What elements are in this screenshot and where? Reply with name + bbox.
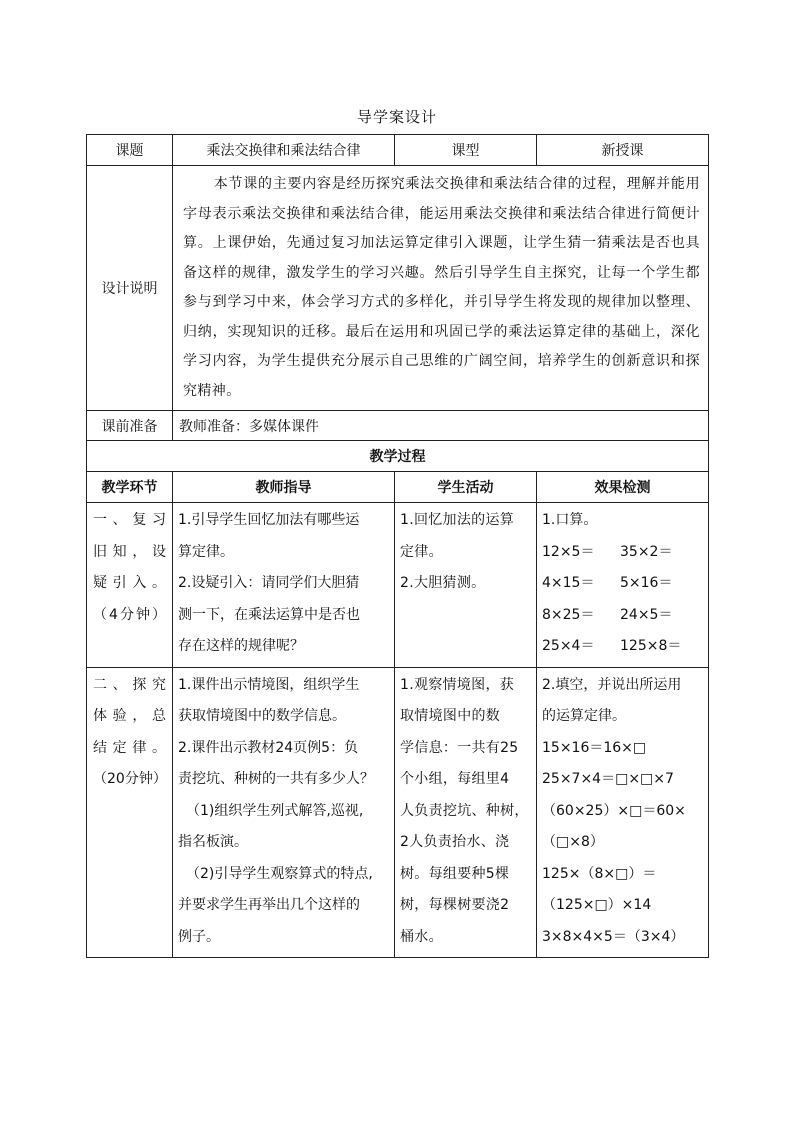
check-line: 2.填空，并说出所运用	[542, 676, 682, 693]
student-line: 2人负责抬水、浇	[400, 834, 510, 850]
equation: 125×8＝	[620, 638, 682, 654]
column-header: 学生活动	[395, 472, 537, 503]
stage-line: 结定律。	[93, 739, 166, 756]
design-description	[173, 166, 709, 411]
check-line: 的运算定律。	[542, 708, 626, 724]
topic-value: 乘法交换律和乘法结合律	[173, 135, 395, 166]
check-line: （□×8）	[542, 834, 604, 850]
teacher-line: 测一下，在乘法运算中是否也	[178, 606, 360, 623]
student-line: 1.回忆加法的运算	[400, 512, 515, 528]
student-line: 人负责挖坑、种树，	[400, 802, 529, 819]
check-line: 15×16＝16×□	[542, 739, 647, 756]
teacher-line: （2)引导学生观察算式的特点,	[186, 865, 373, 882]
column-header: 效果检测	[537, 472, 709, 503]
equation: 12×5＝	[542, 543, 595, 560]
page-title: 导学案设计	[356, 108, 437, 126]
teacher-line: 1.课件出示情境图，组织学生	[178, 676, 360, 693]
column-header-row	[87, 472, 709, 503]
stage-line: （20分钟）	[93, 771, 167, 787]
student-line: 2.大胆猜测。	[400, 575, 486, 591]
student-cell	[395, 667, 537, 958]
check-line	[542, 600, 703, 632]
check-line: （125×□）×14	[542, 897, 652, 913]
column-header: 教师指导	[173, 472, 395, 503]
stage-cell	[87, 667, 173, 958]
design-text: 本节课的主要内容是经历探究乘法交换律和乘法结合律的过程，理解并能用字母表示乘法交换律和乘法结合律，能运用乘法交换律和乘法结合律进行简便计算。上课伊始，先通过复习加法运算定律引入课题，让学生猜一猜乘法是否也具备这样的规律，激发学生的学习兴趣。然后引导学生自主探究，让每一个学生都参与到学习中来，体会学习方式的多样化，并引导学生将发现的规律加以整理、归纳，实现知识的迁移。最后在运用和巩固已学的乘法运算定律的基础上，深化学习内容，为学生提供充分展示自己思维的广阔空间，培养学生的创新意识和探究精神。	[183, 176, 700, 399]
column-header: 教学环节	[87, 472, 173, 503]
stage-line: （4分钟）	[93, 606, 166, 623]
teacher-line: 算定律。	[178, 543, 234, 560]
student-line: 桶水。	[400, 928, 443, 945]
teacher-line: 2.设疑引入：请同学们大胆猜	[178, 575, 360, 591]
check-line: 25×7×4＝□×□×7	[542, 771, 674, 787]
type-value: 新授课	[537, 135, 709, 166]
student-line: 树。每组要种5棵	[400, 865, 510, 882]
stage-row-2	[87, 667, 709, 958]
teacher-line: 例子。	[178, 928, 220, 945]
prep-row	[87, 411, 709, 441]
check-cell	[537, 667, 709, 958]
student-line: 个小组，每组里4	[400, 771, 510, 787]
prep-label: 课前准备	[87, 411, 173, 441]
teacher-line: 1.引导学生回忆加法有哪些运	[178, 512, 360, 528]
teacher-line: （1)组织学生列式解答,巡视,	[186, 802, 364, 819]
header-row	[87, 135, 709, 166]
teacher-line: 并要求学生再举出几个这样的	[178, 897, 360, 913]
design-row	[87, 166, 709, 411]
type-label: 课型	[395, 135, 537, 166]
stage-line: 疑引入。	[93, 575, 166, 591]
equation: 5×16＝	[620, 575, 673, 591]
teacher-line: 获取情境图中的数学信息。	[178, 708, 346, 724]
student-line: 定律。	[400, 543, 443, 560]
stage-row-1	[87, 503, 709, 668]
process-title-row	[87, 441, 709, 472]
check-line	[542, 568, 703, 600]
student-line: 树，每棵树要浇2	[400, 897, 510, 913]
check-line	[542, 631, 703, 663]
teacher-cell	[173, 667, 395, 958]
stage-line: 旧知，设	[93, 543, 166, 560]
student-line: 1.观察情境图，获	[400, 676, 515, 693]
check-line	[542, 537, 703, 569]
topic-label: 课题	[87, 135, 173, 166]
check-line: 3×8×4×5＝（3×4）	[542, 928, 685, 945]
check-line: （60×25）×□＝60×	[542, 802, 686, 819]
stage-line: 一、复习	[93, 512, 166, 528]
teacher-line: 存在这样的规律呢？	[178, 638, 304, 654]
teacher-line: 责挖坑、种树的一共有多少人？	[178, 771, 374, 787]
prep-value: 教师准备：多媒体课件	[173, 411, 709, 441]
lesson-plan-table	[86, 134, 709, 958]
equation: 25×4＝	[542, 638, 595, 654]
equation: 35×2＝	[620, 543, 673, 560]
check-title: 1.口算。	[542, 512, 598, 528]
check-cell	[537, 503, 709, 668]
equation: 4×15＝	[542, 575, 595, 591]
check-line: 125×（8×□）＝	[542, 865, 657, 882]
stage-line: 体验，总	[93, 708, 166, 724]
student-line: 学信息：一共有25	[400, 739, 519, 756]
stage-line: 二、探究	[93, 676, 166, 693]
student-line: 取情境图中的数	[400, 708, 501, 724]
design-label: 设计说明	[87, 166, 173, 411]
student-cell	[395, 503, 537, 668]
teacher-cell	[173, 503, 395, 668]
equation: 24×5＝	[620, 606, 673, 623]
process-title: 教学过程	[87, 441, 709, 472]
equation: 8×25＝	[542, 606, 595, 623]
teacher-line: 2.课件出示教材24页例5：负	[178, 739, 359, 756]
teacher-line: 指名板演。	[178, 834, 248, 850]
stage-cell	[87, 503, 173, 668]
